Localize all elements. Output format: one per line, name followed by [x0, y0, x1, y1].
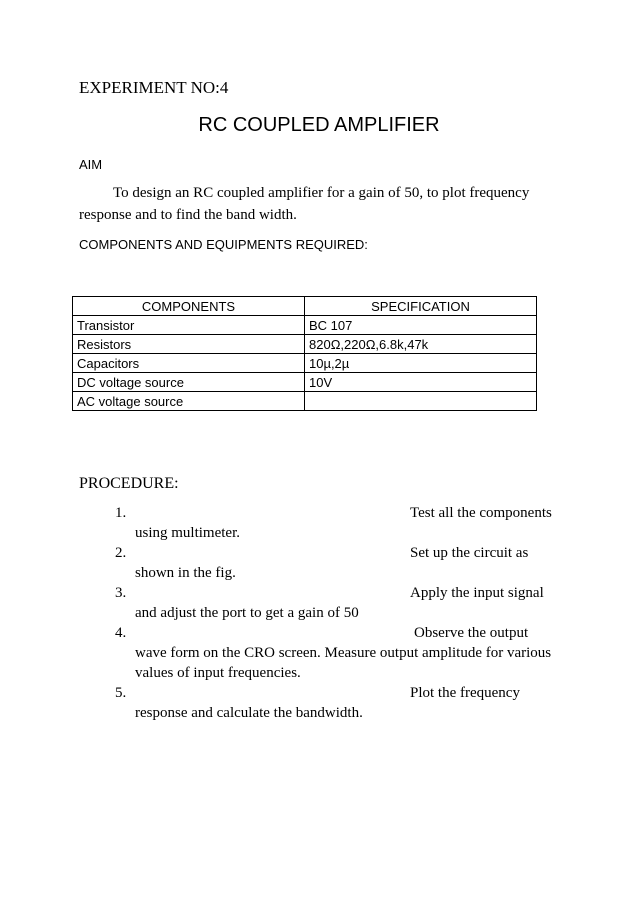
step-text: Test all the components — [410, 505, 552, 521]
step-text-continued: shown in the fig. — [135, 565, 236, 581]
step-text-continued: values of input frequencies. — [135, 665, 301, 681]
table-row — [73, 354, 537, 373]
step-text-continued: response and calculate the bandwidth. — [135, 705, 363, 721]
step-text: Apply the input signal — [410, 585, 544, 601]
table-cell: 820Ω,220Ω,6.8k,47k — [305, 335, 537, 354]
table-cell: 10µ,2µ — [305, 354, 537, 373]
step-text-continued: and adjust the port to get a gain of 50 — [135, 605, 359, 621]
table-row — [73, 335, 537, 354]
table-cell — [305, 392, 537, 411]
table-header-cell: SPECIFICATION — [305, 297, 537, 316]
table-header-cell: COMPONENTS — [73, 297, 305, 316]
components-heading: COMPONENTS AND EQUIPMENTS REQUIRED: — [79, 237, 368, 252]
components-table — [72, 296, 537, 411]
document-title: RC COUPLED AMPLIFIER — [198, 114, 440, 136]
aim-heading: AIM — [79, 157, 103, 172]
step-number: 1. — [115, 505, 127, 521]
table-row — [73, 316, 537, 335]
step-text-continued: wave form on the CRO screen. Measure output amplitude for various — [135, 645, 552, 661]
table-row — [73, 373, 537, 392]
table-header-row — [73, 297, 537, 316]
table-cell: Resistors — [73, 335, 305, 354]
step-text: Observe the output — [414, 625, 529, 641]
aim-text-line: To design an RC coupled amplifier for a gain of 50, to plot frequency — [113, 185, 530, 201]
table-cell: Transistor — [73, 316, 305, 335]
table-cell: 10V — [305, 373, 537, 392]
step-text: Set up the circuit as — [410, 545, 529, 561]
step-number: 2. — [115, 545, 127, 561]
step-text-continued: using multimeter. — [135, 525, 240, 541]
table-row — [73, 392, 537, 411]
table-cell: DC voltage source — [73, 373, 305, 392]
step-number: 3. — [115, 585, 127, 601]
table-cell: AC voltage source — [73, 392, 305, 411]
aim-text-line: response and to find the band width. — [79, 207, 297, 223]
step-number: 5. — [115, 685, 127, 701]
table-cell: BC 107 — [305, 316, 537, 335]
step-text: Plot the frequency — [410, 685, 520, 701]
step-number: 4. — [115, 625, 127, 641]
procedure-heading: PROCEDURE: — [79, 475, 179, 492]
table-cell: Capacitors — [73, 354, 305, 373]
experiment-number: EXPERIMENT NO:4 — [79, 78, 229, 97]
